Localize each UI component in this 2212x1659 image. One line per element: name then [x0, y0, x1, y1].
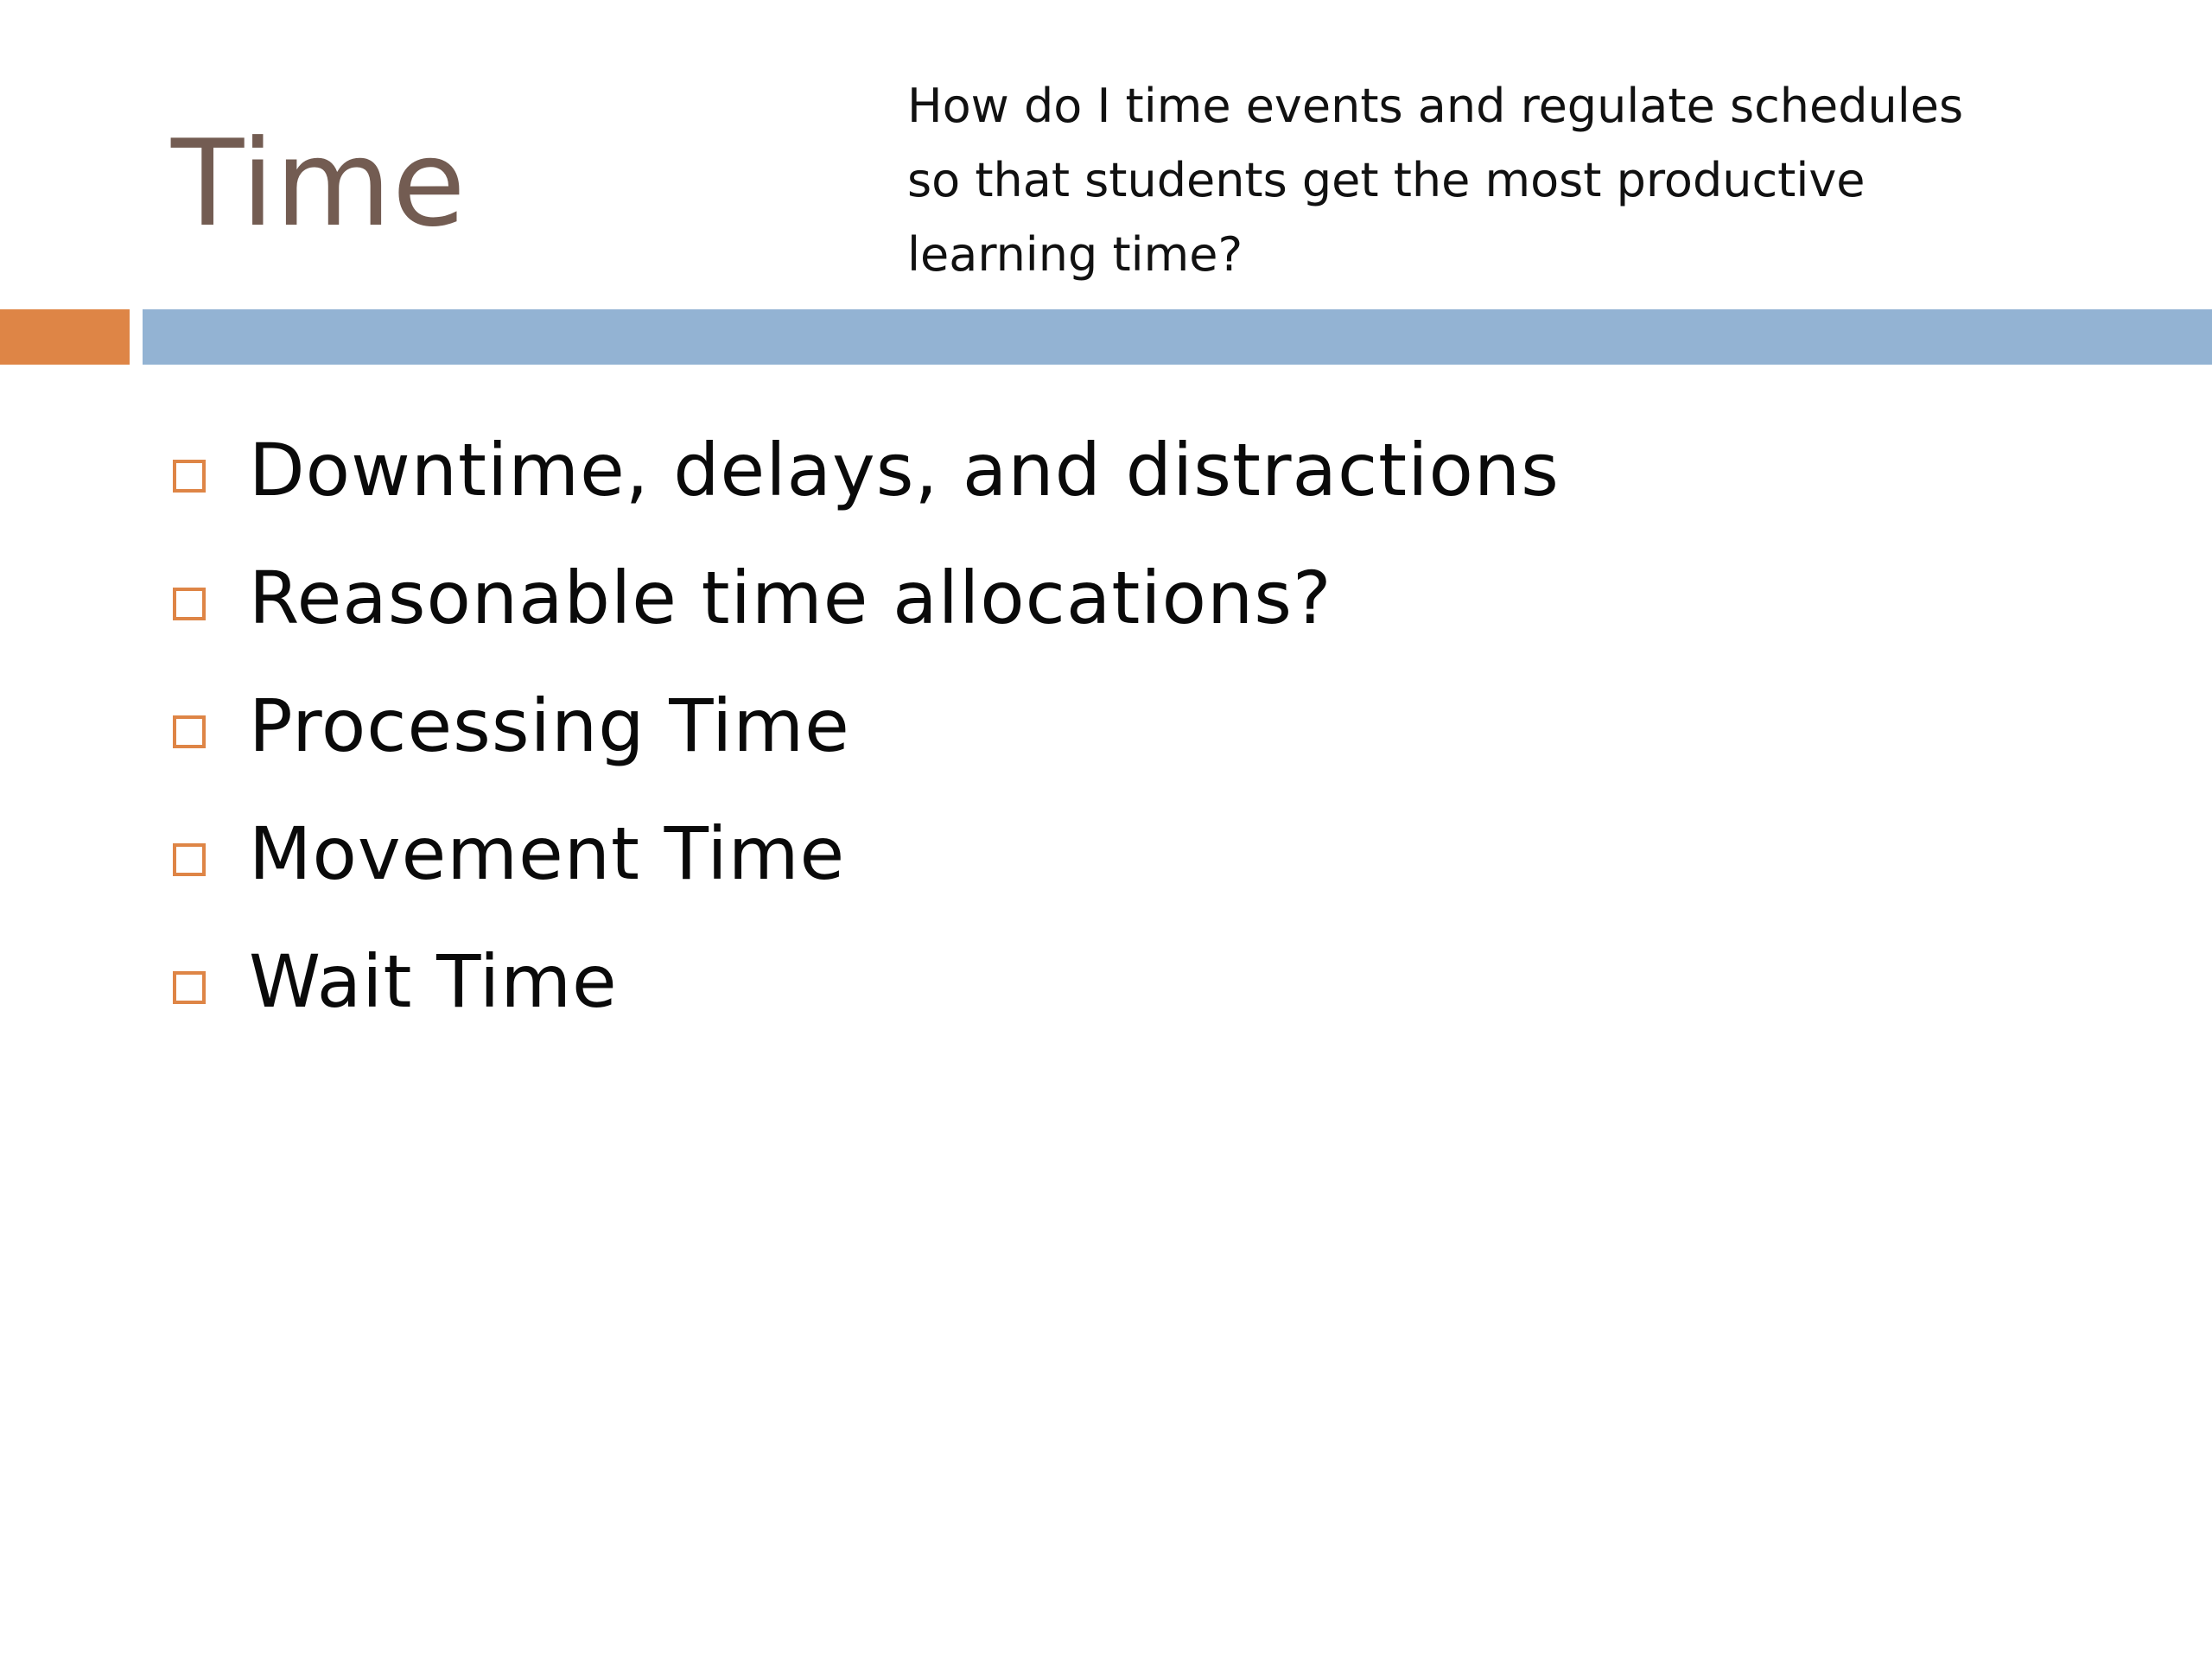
subtitle-line: so that students get the most productive — [907, 153, 1866, 207]
bullet-text: Downtime, delays, and distractions — [249, 428, 1560, 512]
subtitle-line: learning time? — [907, 227, 1243, 282]
slide-subtitle — [907, 69, 2186, 292]
bullet-item — [173, 406, 1560, 534]
bullet-text: Wait Time — [249, 939, 618, 1024]
bullet-text: Reasonable time allocations? — [249, 556, 1332, 640]
bullet-item — [173, 918, 1560, 1046]
hollow-square-icon — [173, 971, 206, 1004]
bullet-item — [173, 534, 1560, 662]
hollow-square-icon — [173, 715, 206, 748]
hollow-square-icon — [173, 460, 206, 493]
bullet-text: Movement Time — [249, 811, 846, 896]
header-divider-band — [143, 309, 2212, 365]
accent-bar — [0, 309, 130, 365]
bullet-text: Processing Time — [249, 683, 850, 768]
bullet-item — [173, 790, 1560, 918]
slide-title: Time — [171, 114, 467, 253]
hollow-square-icon — [173, 843, 206, 876]
bullet-item — [173, 662, 1560, 790]
hollow-square-icon — [173, 588, 206, 620]
bullet-list — [173, 406, 1560, 1046]
subtitle-line: How do I time events and regulate schedules — [907, 79, 1964, 133]
